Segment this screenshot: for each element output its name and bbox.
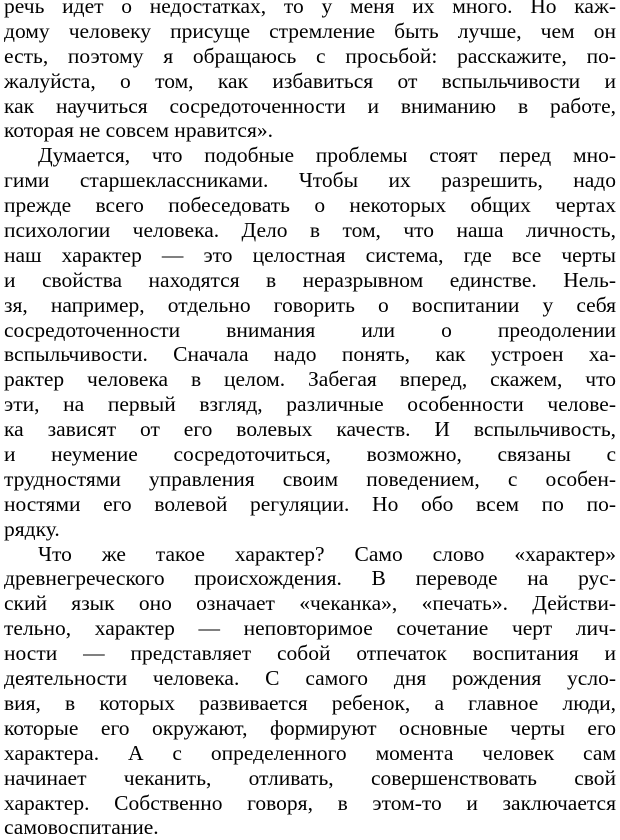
- text-line: ский язык оно означает «чеканка», «печать». Действи-: [4, 591, 616, 616]
- text-line: которая не совсем нравится».: [4, 118, 273, 143]
- text-line: трудностями управления своим поведением, с особен-: [4, 466, 616, 491]
- text-line: Думается, что подобные проблемы стоят перед мно-: [38, 143, 616, 168]
- text-line: дому человеку присуще стремление быть лучше, чем он: [4, 18, 616, 43]
- text-line: ности — представляет собой отпечаток воспитания и: [4, 641, 616, 666]
- text-line: наш характер — это целостная система, где все черты: [4, 242, 616, 267]
- text-line: деятельности человека. С самого дня рождения усло-: [4, 666, 616, 691]
- text-line: рактер человека в целом. Забегая вперед, скажем, что: [4, 367, 616, 392]
- text-line: тельно, характер — неповторимое сочетание черт лич-: [4, 616, 616, 641]
- text-line: характера. А с определенного момента человек сам: [4, 740, 616, 765]
- text-line: вспыльчивости. Сначала надо понять, как устроен ха-: [4, 342, 616, 367]
- text-line: как научиться сосредоточенности и вниманию в работе,: [4, 93, 616, 118]
- text-line: Что же такое характер? Само слово «характер»: [38, 541, 616, 566]
- text-line: и неумение сосредоточиться, возможно, связаны с: [4, 442, 616, 467]
- text-line: прежде всего побеседовать о некоторых общих чертах: [4, 193, 616, 218]
- text-line: гими старшеклассниками. Чтобы их разрешить, надо: [4, 168, 616, 193]
- paragraph-1: [4, 0, 616, 143]
- text-line: ка зависят от его волевых качеств. И вспыльчивость,: [4, 417, 616, 442]
- text-line: есть, поэтому я обращаюсь с просьбой: расскажите, по-: [4, 43, 616, 68]
- text-line: сосредоточенности внимания или о преодолении: [4, 317, 616, 342]
- text-line: самовоспитание.: [4, 815, 159, 840]
- text-line: вия, в которых развивается ребенок, а главное люди,: [4, 690, 616, 715]
- text-line: характер. Собственно говоря, в этом-то и заключается: [4, 790, 616, 815]
- text-line: зя, например, отдельно говорить о воспитании у себя: [4, 292, 616, 317]
- text-line: психологии человека. Дело в том, что наша личность,: [4, 218, 616, 243]
- text-line: ностями его волевой регуляции. Но обо всем по по-: [4, 491, 616, 516]
- text-line: древнегреческого происхождения. В переводе на рус-: [4, 566, 616, 591]
- text-line: жалуйста, о том, как избавиться от вспыльчивости и: [4, 68, 616, 93]
- text-line: начинает чеканить, отливать, совершенствовать свой: [4, 765, 616, 790]
- text-line: речь идет о недостатках, то у меня их много. Но каж-: [4, 0, 616, 18]
- text-line: рядку.: [4, 516, 60, 541]
- paragraph-2: [4, 143, 616, 541]
- paragraph-3: [4, 542, 616, 840]
- text-line: которые его окружают, формируют основные черты его: [4, 715, 616, 740]
- text-line: эти, на первый взгляд, различные особенности челове-: [4, 392, 616, 417]
- text-line: и свойства находятся в неразрывном единстве. Нель-: [4, 267, 616, 292]
